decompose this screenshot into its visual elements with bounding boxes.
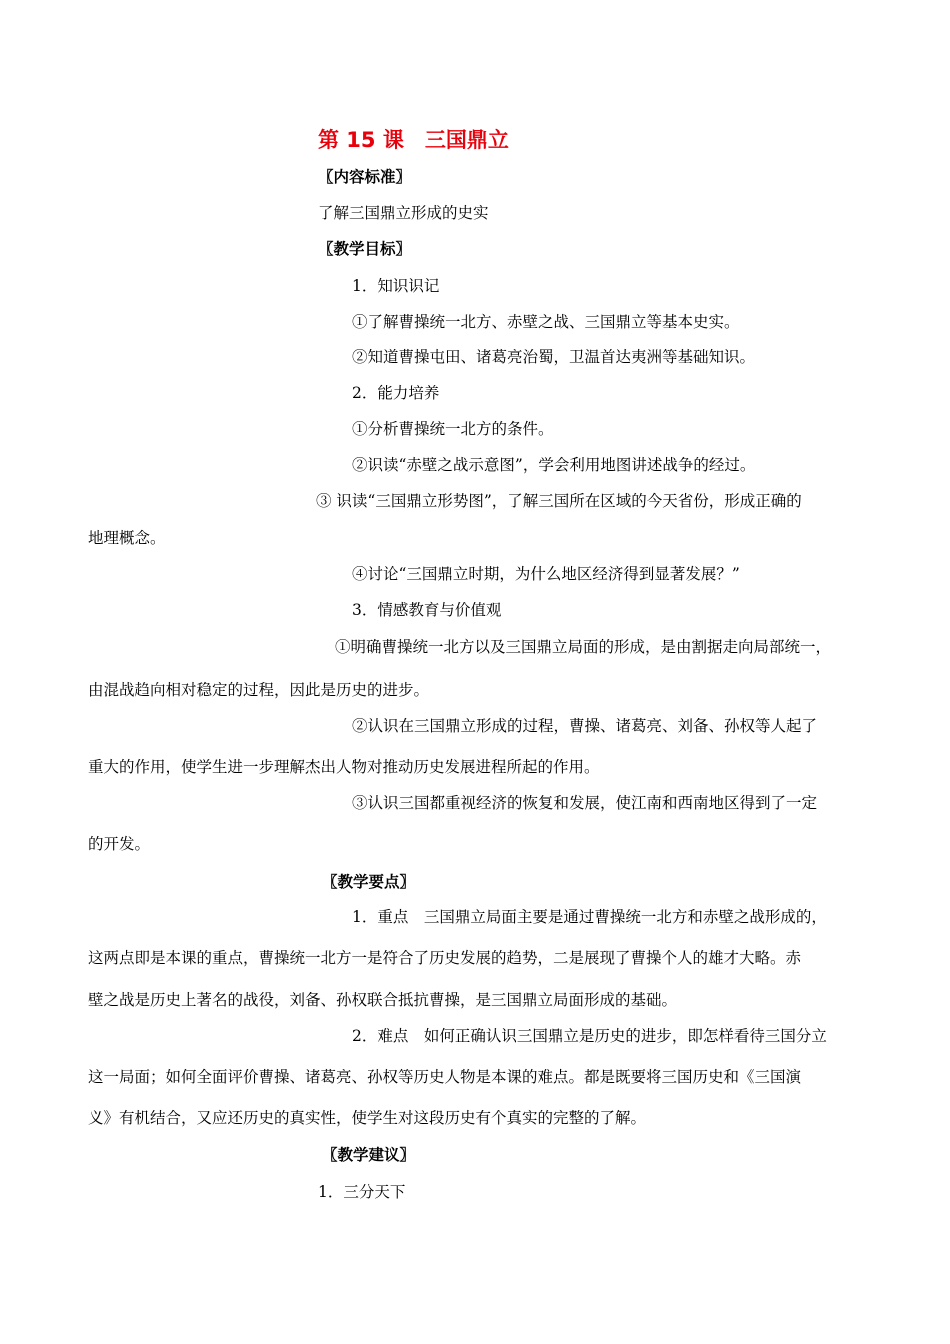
- goal-item1-b: ②知道曹操屯田、诸葛亮治蜀，卫温首达夷洲等基础知识。: [352, 348, 756, 366]
- goal-item2-c-line1: ③ 识读“三国鼎立形势图”，了解三国所在区域的今天省份，形成正确的: [316, 492, 802, 510]
- content-standard-text: 了解三国鼎立形成的史实: [318, 204, 489, 222]
- key-point-1-line3: 壁之战是历史上著名的战役，刘备、孙权联合抵抗曹操，是三国鼎立局面形成的基础。: [88, 991, 678, 1009]
- suggestions-heading: 〖教学建议〗: [322, 1146, 416, 1164]
- key-point-2-line3: 义》有机结合，又应还历史的真实性，使学生对这段历史有个真实的完整的了解。: [88, 1109, 647, 1127]
- suggestion-item1: 1．三分天下: [318, 1183, 406, 1201]
- teaching-goals-heading: 〖教学目标〗: [318, 240, 412, 258]
- goal-item3-a-line1: ①明确曹操统一北方以及三国鼎立局面的形成，是由割据走向局部统一，: [335, 638, 832, 656]
- key-point-2-line2: 这一局面；如何全面评价曹操、诸葛亮、孙权等历史人物是本课的难点。都是既要将三国历史和《三国演: [88, 1068, 802, 1086]
- goal-item2-d: ④讨论“三国鼎立时期，为什么地区经济得到显著发展？”: [352, 565, 740, 583]
- key-points-heading: 〖教学要点〗: [322, 873, 416, 891]
- key-point-1-line2: 这两点即是本课的重点，曹操统一北方一是符合了历史发展的趋势，二是展现了曹操个人的雄才大略。赤: [88, 949, 802, 967]
- page-title: 第 15 课 三国鼎立: [318, 128, 509, 152]
- goal-item3-b-line1: ②认识在三国鼎立形成的过程，曹操、诸葛亮、刘备、孙权等人起了: [352, 717, 818, 735]
- key-point-2-line1: 2．难点 如何正确认识三国鼎立是历史的进步，即怎样看待三国分立: [352, 1027, 827, 1045]
- goal-item2-b: ②识读“赤壁之战示意图”，学会利用地图讲述战争的经过。: [352, 456, 756, 474]
- goal-item3-b-line2: 重大的作用，使学生进一步理解杰出人物对推动历史发展进程所起的作用。: [88, 758, 600, 776]
- goal-item3-title: 3．情感教育与价值观: [352, 601, 502, 619]
- goal-item2-title: 2．能力培养: [352, 384, 440, 402]
- key-point-1-line1: 1．重点 三国鼎立局面主要是通过曹操统一北方和赤壁之战形成的，: [352, 908, 827, 926]
- goal-item3-c-line2: 的开发。: [88, 835, 151, 853]
- goal-item3-a-line2: 由混战趋向相对稳定的过程，因此是历史的进步。: [88, 681, 430, 699]
- goal-item1-a: ①了解曹操统一北方、赤壁之战、三国鼎立等基本史实。: [352, 313, 740, 331]
- goal-item3-c-line1: ③认识三国都重视经济的恢复和发展，使江南和西南地区得到了一定: [352, 794, 818, 812]
- content-standard-heading: 〖内容标准〗: [318, 168, 412, 186]
- goal-item2-a: ①分析曹操统一北方的条件。: [352, 420, 554, 438]
- goal-item1-title: 1．知识识记: [352, 277, 440, 295]
- goal-item2-c-line2: 地理概念。: [88, 529, 166, 547]
